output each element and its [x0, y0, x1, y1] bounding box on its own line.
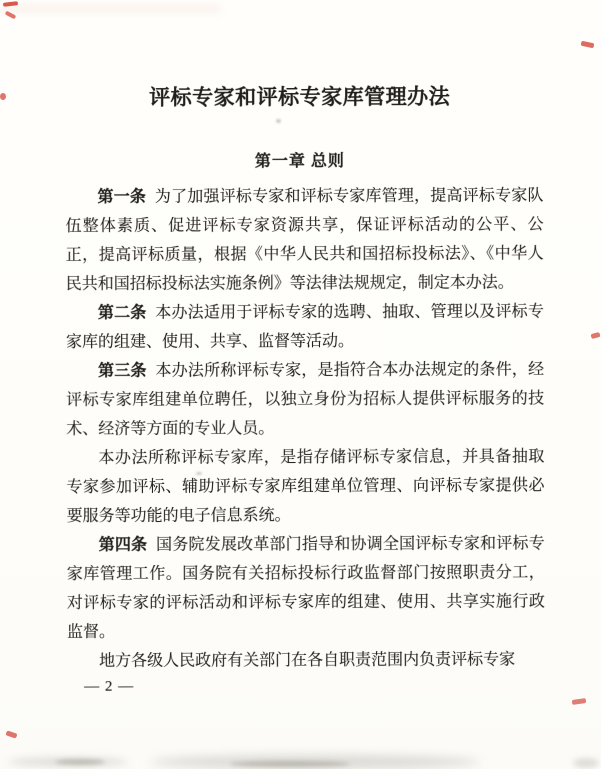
paragraph-text: 国务院发展改革部门指导和协调全国评标专家和评标专家库管理工作。国务院有关招标投标行政监督部门按照职责分工，对评标专家的评标活动和评标专家库的组建、使用、共享实施行政监督。: [66, 535, 545, 641]
document-paragraph: [65, 181, 543, 299]
scan-edge-shadow: [573, 758, 599, 768]
article-number-label: 第一条: [97, 188, 147, 206]
scan-edge-shadow: [230, 761, 350, 767]
document-paragraph: [67, 645, 545, 676]
page-number: — 2 —: [84, 678, 135, 695]
document-paragraph: [66, 355, 544, 444]
document-body: [65, 181, 545, 676]
document-paragraph: [66, 442, 544, 531]
scan-edge-shadow: [55, 759, 105, 765]
paragraph-text: 为了加强评标专家和评标专家库管理，提高评标专家队伍整体素质、促进评标专家资源共享，保证评标活动的公平、公正，提高评标质量，根据《中华人民共和国招标投标法》、《中华人民共和国招标投标法实施条例》等法律法规规定，制定本办法。: [65, 187, 544, 293]
paragraph-text: 地方各级人民政府有关部门在各自职责范围内负责评标专家: [99, 651, 516, 670]
red-pen-mark: [572, 698, 587, 705]
paragraph-text: 本办法所称评标专家库，是指存储评标专家信息，并具备抽取专家参加评标、辅助评标专家库组建单位管理、向评标专家提供必要服务等功能的电子信息系统。: [66, 448, 545, 525]
chapter-heading: 第一章 总则: [254, 152, 345, 171]
paragraph-text: 本办法适用于评标专家的选聘、抽取、管理以及评标专家库的组建、使用、共享、监督等活动。: [65, 303, 544, 351]
paragraph-text: 本办法所称评标专家，是指符合本办法规定的条件，经评标专家库组建单位聘任，以独立身份为招标人提供评标服务的技术、经济等方面的专业人员。: [66, 361, 545, 438]
document-title: 评标专家和评标专家库管理办法: [149, 84, 451, 110]
document-paragraph: [66, 297, 544, 357]
document-paragraph: [67, 529, 545, 647]
article-number-label: 第四条: [98, 536, 148, 554]
article-number-label: 第三条: [98, 362, 147, 380]
article-number-label: 第二条: [97, 304, 147, 322]
red-pen-mark: [5, 730, 17, 738]
